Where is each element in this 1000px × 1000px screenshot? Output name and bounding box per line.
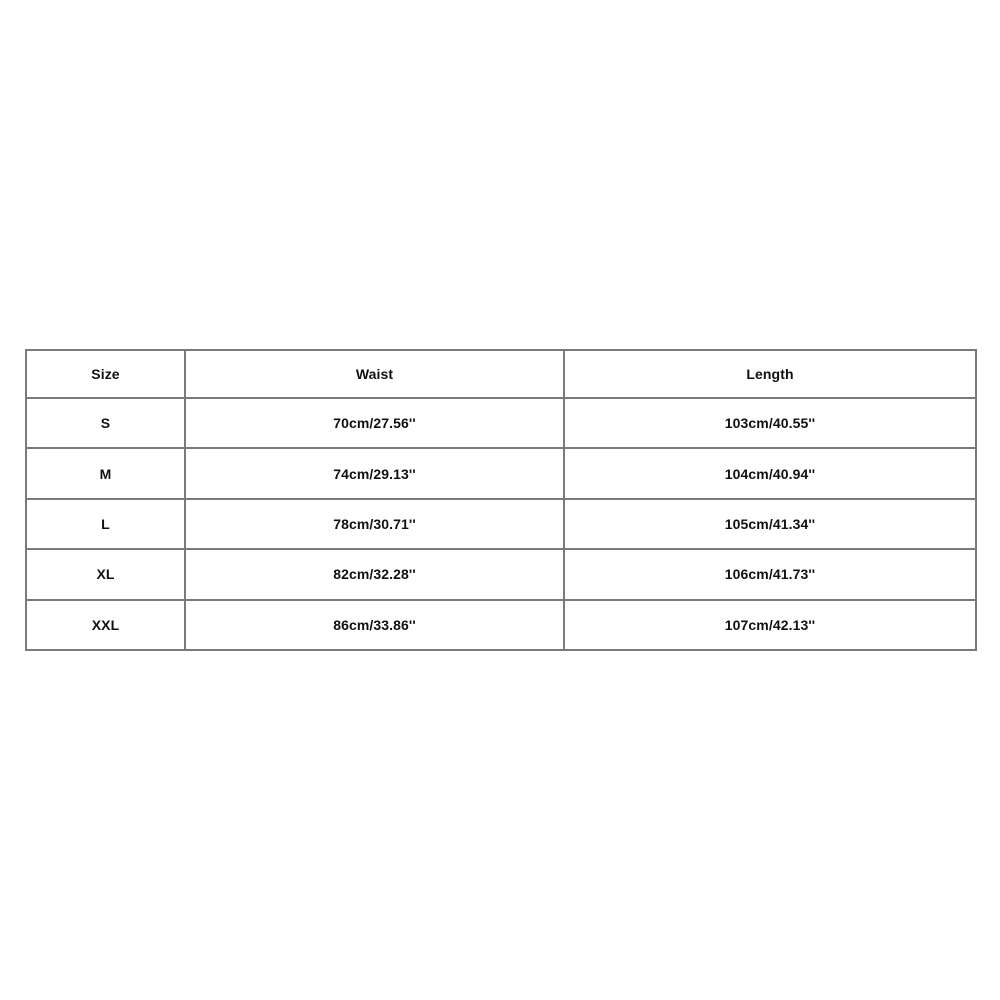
- table-row: [26, 398, 976, 448]
- length-cell: 106cm/41.73'': [564, 549, 976, 599]
- length-cell: 107cm/42.13'': [564, 600, 976, 650]
- length-cell: 105cm/41.34'': [564, 499, 976, 549]
- waist-cell: 78cm/30.71'': [185, 499, 564, 549]
- waist-cell: 86cm/33.86'': [185, 600, 564, 650]
- header-length: Length: [564, 350, 976, 398]
- size-cell: XXL: [26, 600, 185, 650]
- length-cell: 103cm/40.55'': [564, 398, 976, 448]
- table-row: [26, 448, 976, 498]
- length-cell: 104cm/40.94'': [564, 448, 976, 498]
- size-cell: XL: [26, 549, 185, 599]
- size-chart-table: [25, 349, 977, 651]
- table-row: [26, 549, 976, 599]
- table-header-row: [26, 350, 976, 398]
- waist-cell: 74cm/29.13'': [185, 448, 564, 498]
- header-waist: Waist: [185, 350, 564, 398]
- waist-cell: 82cm/32.28'': [185, 549, 564, 599]
- size-cell: S: [26, 398, 185, 448]
- table-row: [26, 600, 976, 650]
- size-cell: L: [26, 499, 185, 549]
- size-cell: M: [26, 448, 185, 498]
- waist-cell: 70cm/27.56'': [185, 398, 564, 448]
- table-row: [26, 499, 976, 549]
- header-size: Size: [26, 350, 185, 398]
